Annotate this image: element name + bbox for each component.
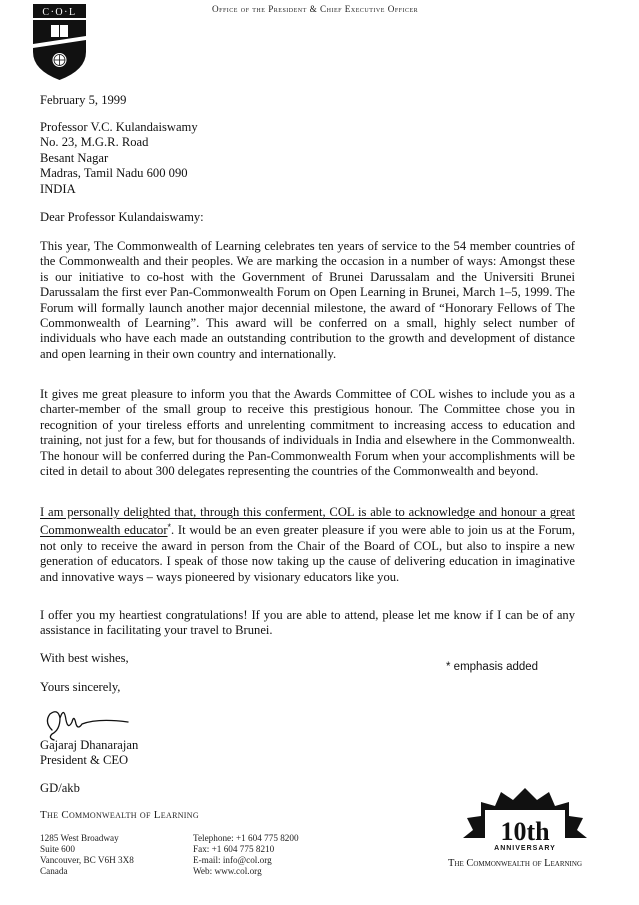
closing: With best wishes, <box>40 651 129 665</box>
address-line: Professor V.C. Kulandaiswamy <box>40 120 198 134</box>
footer-address-line: Suite 600 <box>40 844 75 854</box>
footer-org-name: The Commonwealth of Learning <box>40 809 199 821</box>
badge-org-name: The Commonwealth of Learning <box>448 858 582 869</box>
footer-contact-line: Fax: +1 604 775 8210 <box>193 844 275 854</box>
paragraph-3-rest: . It would be an even greater pleasure if you were able to join us at the Forum, not only to receive the award in person from the Chair of the Board of COL, but also to inspire a new generation of educators. I speak of those now taking up the cause of delivering education in imaginative and innovative ways – ways pioneered by visionary educators like you. <box>40 523 575 584</box>
footer-contact-line: Web: www.col.org <box>193 866 262 876</box>
emphasis-asterisk: * <box>167 522 172 533</box>
sign-off: Yours sincerely, <box>40 680 121 694</box>
col-logo <box>33 4 86 80</box>
footer-contact <box>193 833 299 877</box>
salutation: Dear Professor Kulandaiswamy: <box>40 210 204 224</box>
footer-contact-line: E-mail: info@col.org <box>193 855 272 865</box>
paragraph-4: I offer you my heartiest congratulations! If you are able to attend, please let me know if I can be of any assistance in facilitating your travel to Brunei. <box>40 608 575 638</box>
paragraph-2: It gives me great pleasure to inform you that the Awards Committee of COL wishes to include you as a charter-member of the small group to receive this prestigious honour. The Committee chose you in recognition of your tireless efforts and unrelenting commitment to increasing access to education and training, not just for a few, but for thousands of individuals in India and elsewhere in the Commonwealth. The honour will be conferred during the Pan-Commonwealth Forum when your accomplishments will be cited in detail to about 300 delegates representing the countries of the Commonwealth and beyond. <box>40 387 575 479</box>
emphasized-text: I am personally delighted that, through this conferment, COL is able to acknowledge and honour a great Commonwealth educator <box>40 505 575 538</box>
emphasis-note: * emphasis added <box>446 661 539 673</box>
letter-date: February 5, 1999 <box>40 93 127 107</box>
recipient-address <box>40 120 198 197</box>
address-line: Madras, Tamil Nadu 600 090 <box>40 166 188 181</box>
footer-address-line: Canada <box>40 866 68 876</box>
footer-address-line: Vancouver, BC V6H 3X8 <box>40 855 134 865</box>
footer-address-line: 1285 West Broadway <box>40 833 119 843</box>
paragraph-1: This year, The Commonwealth of Learning celebrates ten years of service to the 54 member countries of the Commonwealth and their peoples. We are marking the occasion in a number of ways: Amongst these is our initiative to co-host with the Government of Brunei Darussalam and the Universiti Brunei Darussalam the first ever Pan-Commonwealth Forum on Open Learning in Brunei, March 1–5, 1999. The Forum will formally launch another major decennial milestone, the award of “Honorary Fellows of The Commonwealth of Learning”. This award will be conferred on a small, highly select number of individuals who have each made an outstanding contribution to the growth and development of distance and open learning in their own country and internationally. <box>40 239 575 361</box>
reference-initials: GD/akb <box>40 781 80 795</box>
signer-title: President & CEO <box>40 753 129 767</box>
address-line: Besant Nagar <box>40 150 109 165</box>
address-line: No. 23, M.G.R. Road <box>40 135 149 150</box>
footer-contact-line: Telephone: +1 604 775 8200 <box>193 833 299 843</box>
address-line: INDIA <box>40 181 76 196</box>
logo-text: C·O·L <box>42 7 77 18</box>
paragraph-3 <box>40 505 575 585</box>
signer-name: Gajaraj Dhanarajan <box>40 738 139 752</box>
footer-address <box>40 833 134 877</box>
badge-number: 10th <box>500 817 550 846</box>
badge-label: ANNIVERSARY <box>494 845 556 852</box>
office-heading: Office of the President & Chief Executive Officer <box>212 4 419 14</box>
